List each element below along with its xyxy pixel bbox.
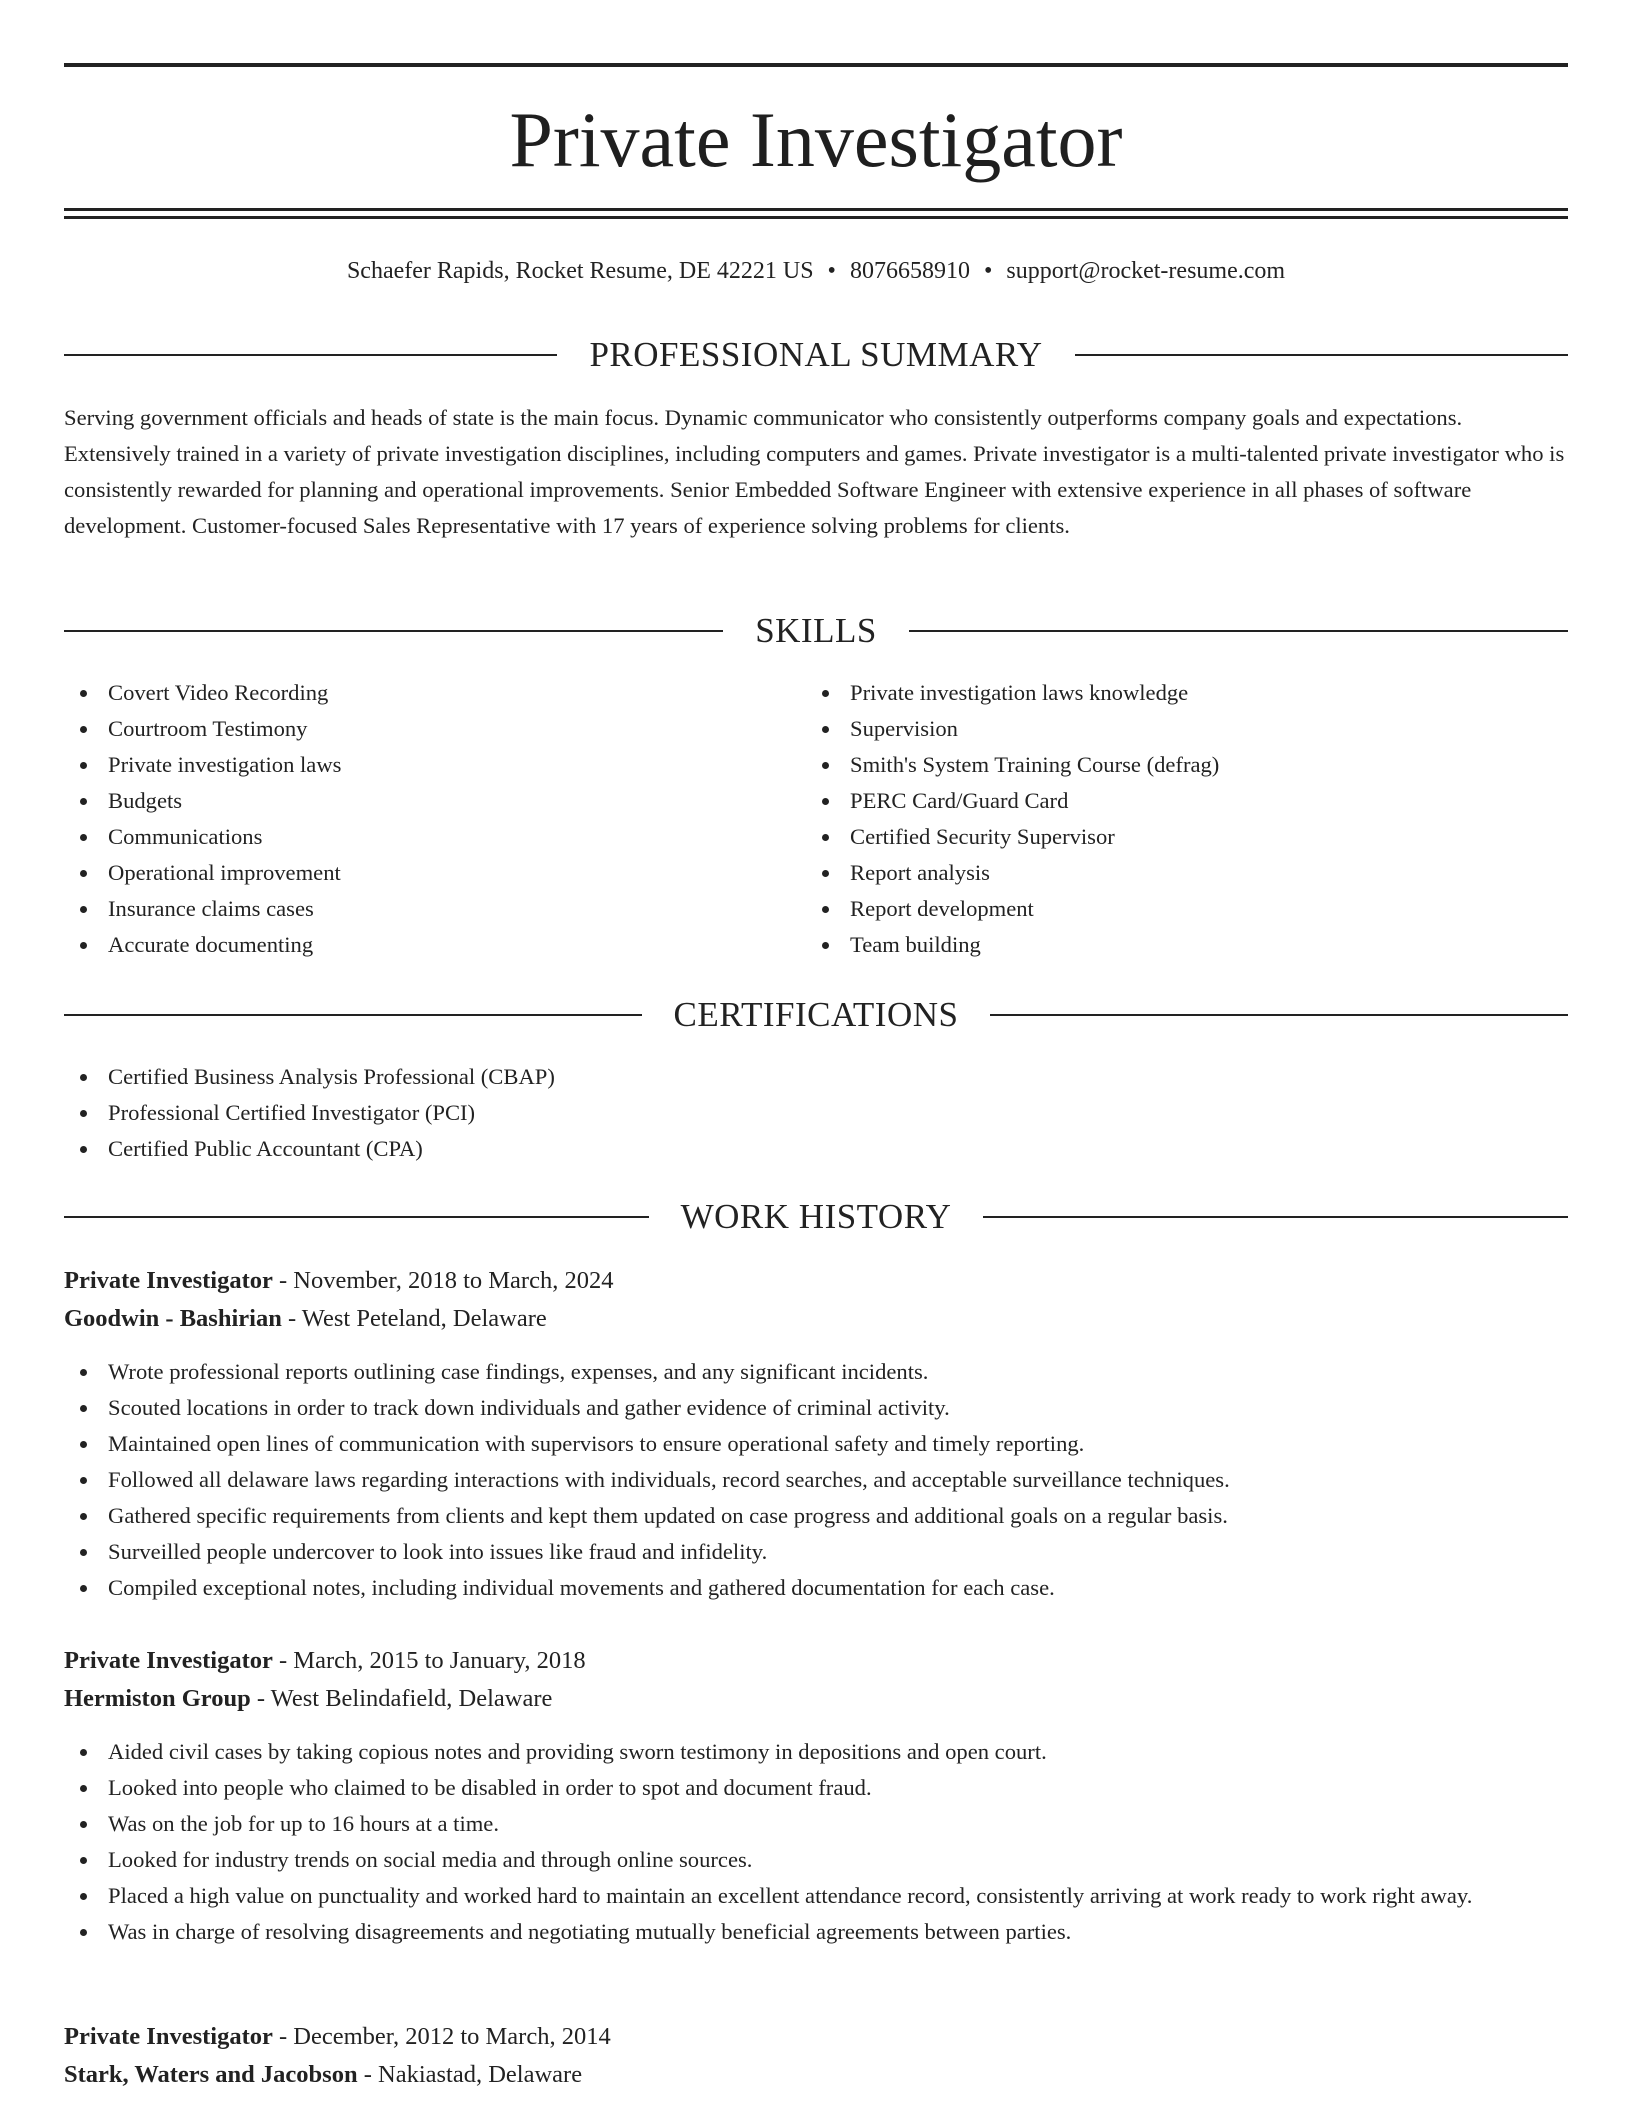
skill-item: PERC Card/Guard Card [806,783,1566,819]
skills-list-right [806,675,1566,963]
skill-item: Accurate documenting [64,927,764,963]
skill-item: Supervision [806,711,1566,747]
skill-item: Report analysis [806,855,1566,891]
job-dates: - December, 2012 to March, 2014 [272,2023,611,2050]
contact-address: Schaefer Rapids, Rocket Resume, DE 42221 US [346,258,814,284]
work-history-heading [64,1195,1568,1239]
skill-item: Courtroom Testimony [64,711,764,747]
job-company-line [64,2056,1568,2094]
skills-heading-title: SKILLS [755,611,877,650]
job-company-line [64,1300,1568,1338]
summary-heading-title: PROFESSIONAL SUMMARY [589,335,1043,374]
heading-rule [983,1216,1568,1218]
skills-list-left [64,675,764,963]
job-bullet: Looked for industry trends on social media and through online sources. [64,1842,1568,1878]
contact-separator: • [983,258,993,284]
job-company: Hermiston Group [64,1685,251,1712]
job-bullets [64,1354,1568,1606]
certification-item: Professional Certified Investigator (PCI) [64,1095,1568,1131]
certifications-list [64,1059,1568,1167]
skill-item: Private investigation laws [64,747,764,783]
skill-item: Team building [806,927,1566,963]
heading-rule [64,1014,642,1016]
summary-heading [64,333,1568,377]
header-double-rule-upper [64,208,1568,211]
contact-phone: 8076658910 [849,258,970,284]
skill-item: Covert Video Recording [64,675,764,711]
skill-item: Report development [806,891,1566,927]
job-bullet: Wrote professional reports outlining case findings, expenses, and any significant incidents. [64,1354,1568,1390]
job-bullet: Compiled exceptional notes, including individual movements and gathered documentation for each case. [64,1570,1568,1606]
resume-name: Private Investigator [509,96,1123,183]
heading-rule [909,630,1568,632]
job-bullet: Placed a high value on punctuality and worked hard to maintain an excellent attendance record, consistently arriving at work ready to work right away. [64,1878,1568,1914]
job-bullet: Scouted locations in order to track down individuals and gather evidence of criminal activity. [64,1390,1568,1426]
job-bullet: Gathered specific requirements from clients and kept them updated on case progress and additional goals on a regular basis. [64,1498,1568,1534]
job-dates: - November, 2018 to March, 2024 [272,1267,614,1294]
job-entry [64,2018,1568,2094]
job-company-line [64,1680,1568,1718]
job-dates: - March, 2015 to January, 2018 [272,1647,586,1674]
work-history-heading-title: WORK HISTORY [680,1197,952,1236]
heading-rule [64,630,723,632]
job-bullet: Followed all delaware laws regarding interactions with individuals, record searches, and acceptable surveillance techniques. [64,1462,1568,1498]
skill-item: Operational improvement [64,855,764,891]
skill-item: Insurance claims cases [64,891,764,927]
skill-item: Smith's System Training Course (defrag) [806,747,1566,783]
job-title-line [64,1642,1568,1680]
job-title: Private Investigator [64,2023,273,2050]
summary-text: Serving government officials and heads of state is the main focus. Dynamic communicator who consistently outperforms company goals and expectations. Extensively trained in a variety of private investigation disciplines, including computers and games. Private investigator is a multi-talented private investigator who is consistently rewarded for planning and operational improvements. Senior Embedded Software Engineer with extensive experience in all phases of software development. Customer-focused Sales Representative with 17 years of experience solving problems for clients. [64,405,1565,538]
header-double-rule-lower [64,216,1568,219]
job-bullet: Surveilled people undercover to look into issues like fraud and infidelity. [64,1534,1568,1570]
heading-rule [990,1014,1568,1016]
heading-rule [64,354,557,356]
certifications-heading [64,993,1568,1037]
job-entry [64,1642,1568,1950]
job-bullet: Aided civil cases by taking copious notes and providing sworn testimony in depositions and open court. [64,1734,1568,1770]
header-top-rule [64,63,1568,67]
certifications-heading-title: CERTIFICATIONS [673,995,959,1034]
skill-item: Budgets [64,783,764,819]
job-bullets [64,1734,1568,1950]
certification-item: Certified Business Analysis Professional (CBAP) [64,1059,1568,1095]
heading-rule [1075,354,1568,356]
job-location: - Nakiastad, Delaware [357,2061,583,2088]
job-bullet: Maintained open lines of communication with supervisors to ensure operational safety and timely reporting. [64,1426,1568,1462]
skills-heading [64,609,1568,653]
job-location: - West Peteland, Delaware [281,1305,547,1332]
job-bullet: Was on the job for up to 16 hours at a time. [64,1806,1568,1842]
job-company: Goodwin - Bashirian [64,1305,282,1332]
job-title-line [64,2018,1568,2056]
job-company: Stark, Waters and Jacobson [64,2061,358,2088]
skill-item: Communications [64,819,764,855]
job-location: - West Belindafield, Delaware [250,1685,553,1712]
job-entry [64,1262,1568,1606]
job-bullet: Looked into people who claimed to be disabled in order to spot and document fraud. [64,1770,1568,1806]
heading-rule [64,1216,649,1218]
skill-item: Certified Security Supervisor [806,819,1566,855]
job-title: Private Investigator [64,1267,273,1294]
certification-item: Certified Public Accountant (CPA) [64,1131,1568,1167]
contact-line [64,254,1568,288]
contact-email: support@rocket-resume.com [1006,258,1286,284]
job-bullet: Was in charge of resolving disagreements and negotiating mutually beneficial agreements between parties. [64,1914,1568,1950]
skill-item: Private investigation laws knowledge [806,675,1566,711]
job-title-line [64,1262,1568,1300]
contact-separator: • [827,258,836,284]
job-title: Private Investigator [64,1647,273,1674]
